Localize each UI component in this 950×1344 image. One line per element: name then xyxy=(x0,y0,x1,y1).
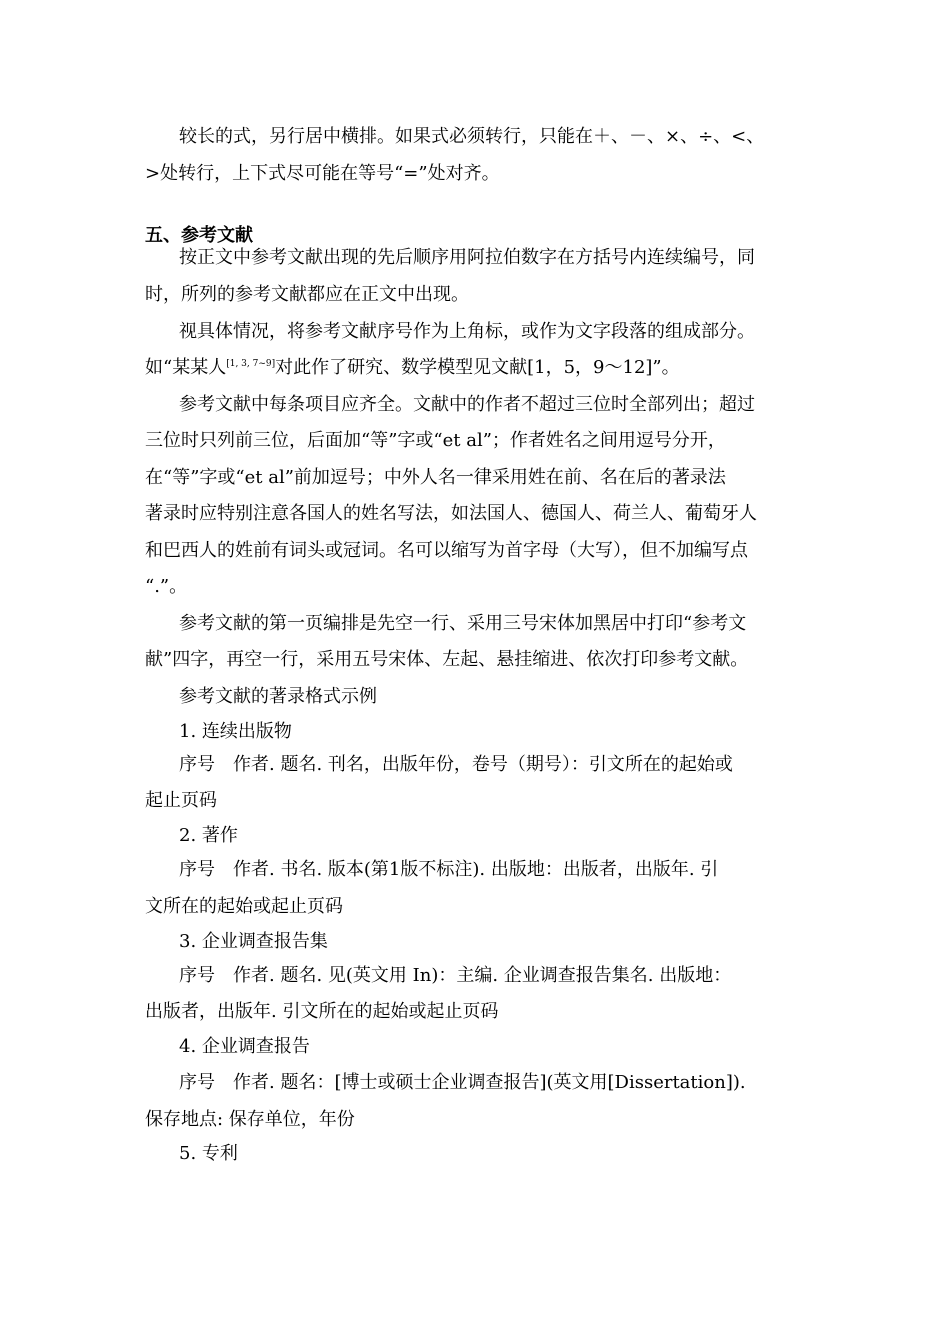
citation-text-a: 如“某某人 xyxy=(145,357,227,378)
examples-title: 参考文献的著录格式示例 xyxy=(179,686,377,707)
example-3-line-1: 序号 作者. 题名. 见(英文用 In)：主编. 企业调查报告集名. 出版地： xyxy=(179,965,732,986)
example-4-title: 4. 企业调查报告 xyxy=(179,1036,310,1057)
paragraph-4-line-1: 参考文献的第一页编排是先空一行、采用三号宋体加黑居中打印“参考文 xyxy=(179,613,747,634)
example-3-line-2: 出版者，出版年. 引文所在的起始或起止页码 xyxy=(145,1001,499,1022)
paragraph-3-line-5: 和巴西人的姓前有词头或冠词。名可以缩写为首字母（大写），但不加编写点 xyxy=(145,540,748,561)
paragraph-2-line-2 xyxy=(145,356,680,380)
paragraph-2-line-1: 视具体情况，将参考文献序号作为上角标，或作为文字段落的组成部分。 xyxy=(179,321,755,342)
example-2-line-2: 文所在的起始或起止页码 xyxy=(145,896,343,917)
paragraph-1-line-2: 时，所列的参考文献都应在正文中出现。 xyxy=(145,284,469,305)
paragraph-3-line-2: 三位时只列前三位，后面加“等”字或“et al”；作者姓名之间用逗号分开， xyxy=(145,430,726,451)
paragraph-3-line-6: “.”。 xyxy=(145,576,188,597)
example-4-line-2: 保存地点: 保存单位，年份 xyxy=(145,1109,355,1130)
example-4-line-1: 序号 作者. 题名：[博士或硕士企业调查报告](英文用[Dissertation]). xyxy=(179,1072,746,1093)
example-1-line-2: 起止页码 xyxy=(145,790,217,811)
example-3-title: 3. 企业调查报告集 xyxy=(179,931,328,952)
paragraph-1-line-1: 按正文中参考文献出现的先后顺序用阿拉伯数字在方括号内连续编号，同 xyxy=(179,247,755,268)
section-heading: 五、参考文献 xyxy=(145,225,253,246)
intro-line-1: 较长的式，另行居中横排。如果式必须转行，只能在＋、－、×、÷、<、 xyxy=(179,126,765,147)
intro-line-2: >处转行，上下式尽可能在等号“=”处对齐。 xyxy=(145,163,500,184)
paragraph-3-line-3: 在“等”字或“et al”前加逗号；中外人名一律采用姓在前、名在后的著录法 xyxy=(145,467,726,488)
example-1-title: 1. 连续出版物 xyxy=(179,721,292,742)
example-2-title: 2. 著作 xyxy=(179,825,238,846)
example-5-title: 5. 专利 xyxy=(179,1143,238,1164)
citation-superscript: [1, 3, 7~9] xyxy=(226,359,276,369)
example-2-line-1: 序号 作者. 书名. 版本(第1版不标注). 出版地：出版者，出版年. 引 xyxy=(179,859,719,880)
paragraph-4-line-2: 献”四字，再空一行，采用五号宋体、左起、悬挂缩进、依次打印参考文献。 xyxy=(145,649,749,670)
paragraph-3-line-1: 参考文献中每条项目应齐全。文献中的作者不超过三位时全部列出；超过 xyxy=(179,394,755,415)
citation-text-b: 对此作了研究、数学模型见文献[1，5，9～12]”。 xyxy=(275,357,680,378)
example-1-line-1: 序号 作者. 题名. 刊名，出版年份，卷号（期号）：引文所在的起始或 xyxy=(179,754,733,775)
paragraph-3-line-4: 著录时应特别注意各国人的姓名写法，如法国人、德国人、荷兰人、葡萄牙人 xyxy=(145,503,757,524)
